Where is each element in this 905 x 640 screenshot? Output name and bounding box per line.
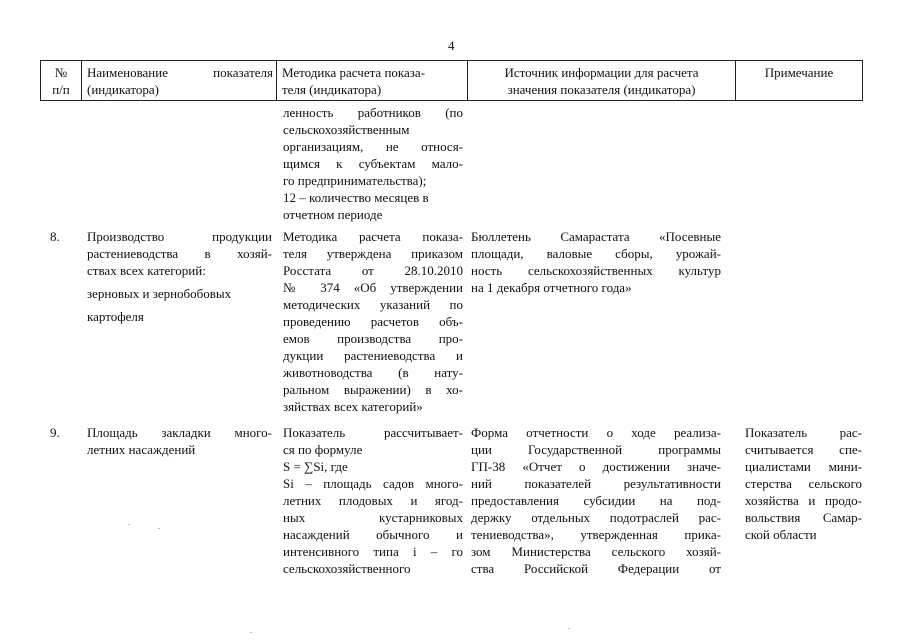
row-9-num: 9. — [50, 425, 60, 440]
continuation-method: ленность работников (по сельскохозяйственным организациям, не относя- щимся к субъектам мало- го предпринимательства); 12 – количество месяцев в отчетном периоде — [283, 105, 463, 222]
page-number: 4 — [448, 38, 455, 53]
row-9-name: Площадь закладки много- летних насаждений — [87, 425, 272, 457]
column-divider — [276, 61, 277, 100]
column-divider — [81, 61, 82, 100]
row-8-method: Методика расчета показа- теля утверждена приказом Росстата от 28.10.2010 № 374 «Об утверждении методических указаний по проведению расчетов объ- емов производства про- дукции растениеводства и животноводства (в нату- ральном выражении) в хо- зяйствах всех категорий» — [283, 229, 463, 414]
row-8-num: 8. — [50, 229, 60, 244]
scan-speck — [568, 628, 570, 629]
header-note: Примечание — [764, 65, 834, 80]
row-9-method: Показатель рассчитывает- ся по формуле S = ∑Si, где Si – площадь садов много- летних плодовых и ягод- ных кустарниковых насаждений обычного и интенсивного типа i – го сельскохозяйственного — [283, 425, 463, 576]
header-num: № п/п — [52, 65, 70, 97]
scan-speck — [158, 528, 160, 529]
scan-speck — [128, 524, 130, 525]
row-9-note: Показатель рас- считывается спе- циалистами мини- стерства сельского хозяйства и продо- вольствия Самар- ской области — [745, 425, 862, 542]
row-9-source: Форма отчетности о ходе реализа- ции Государственной программы ГП-38 «Отчет о достижении значе- ний показателей результативности предоставления субсидии на под- держку отдельных подотраслей рас- тениеводства», утвержденная прика- зом Министерства сельского хозяй- ства Российской Федерации от — [471, 425, 721, 576]
header-method: Методика расчета показа- теля (индикатора) — [282, 65, 426, 97]
header-name: Наименование показателя (индикатора) — [87, 65, 273, 97]
header-source: Источник информации для расчета значения показателя (индикатора) — [504, 65, 699, 97]
table-header — [40, 60, 863, 101]
scan-speck — [250, 632, 252, 633]
row-8-name: Производство продукции растениеводства в хозяй- ствах всех категорий: зерновых и зернобобовых картофеля — [87, 229, 272, 324]
row-8-source: Бюллетень Самарастата «Посевные площади, валовые сборы, урожай- ность сельскохозяйственных культур на 1 декабря отчетного года» — [471, 229, 721, 295]
